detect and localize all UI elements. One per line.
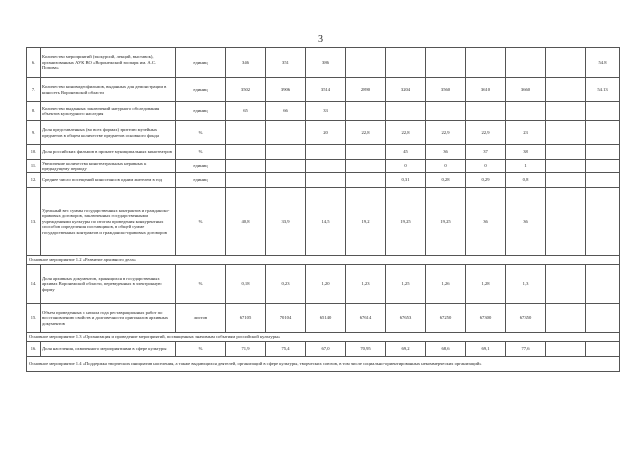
section-row bbox=[27, 333, 620, 342]
indicator-name: Среднее число посещений киносеансов одним жителем в год bbox=[41, 173, 176, 188]
unit-cell: единиц bbox=[176, 102, 226, 121]
value-cell: 3204 bbox=[386, 78, 426, 102]
value-cell: 1,20 bbox=[306, 265, 346, 304]
indicator-name: Увеличение количества кинотеатральных неравных к предыдущему периоду bbox=[41, 160, 176, 173]
value-cell bbox=[266, 145, 306, 160]
value-cell bbox=[306, 160, 346, 173]
value-cell: 1,26 bbox=[426, 265, 466, 304]
value-cell: 22,9 bbox=[466, 121, 506, 145]
value-cell: 36 bbox=[466, 188, 506, 256]
unit-cell: % bbox=[176, 145, 226, 160]
value-cell bbox=[426, 102, 466, 121]
row-number: 13. bbox=[27, 188, 41, 256]
value-cell: 3514 bbox=[306, 78, 346, 102]
value-cell bbox=[346, 160, 386, 173]
row-number: 15. bbox=[27, 304, 41, 333]
value-cell bbox=[506, 48, 546, 78]
value-cell: 0,18 bbox=[226, 265, 266, 304]
indicator-name: Объем проведенных с начала года реставрационных работ по восстановлению свойств и долговечности оригиналов архивных документов bbox=[41, 304, 176, 333]
last-value-cell bbox=[586, 265, 620, 304]
value-cell: 70,95 bbox=[346, 342, 386, 357]
value-cell bbox=[266, 121, 306, 145]
table-row bbox=[27, 78, 620, 102]
value-cell: 346 bbox=[226, 48, 266, 78]
value-cell bbox=[546, 145, 586, 160]
value-cell: 66 bbox=[266, 102, 306, 121]
indicator-name: Доля российских фильмов в прокате муниципальных кинотеатров bbox=[41, 145, 176, 160]
value-cell: 0 bbox=[466, 160, 506, 173]
value-cell: 37 bbox=[466, 145, 506, 160]
value-cell bbox=[546, 265, 586, 304]
last-value-cell bbox=[586, 121, 620, 145]
value-cell bbox=[546, 78, 586, 102]
section-title: Основное мероприятие 1.3 «Организация и проведение мероприятий, посвященных значимым событиям российской культуры» bbox=[27, 333, 620, 342]
indicator-name: Количество киновидеофильмов, выданных для демонстрации в киносеть Воронежской области bbox=[41, 78, 176, 102]
value-cell bbox=[306, 145, 346, 160]
value-cell: 77,6 bbox=[506, 342, 546, 357]
table-row bbox=[27, 121, 620, 145]
value-cell: 3660 bbox=[506, 78, 546, 102]
section-row bbox=[27, 256, 620, 265]
value-cell: 19,25 bbox=[386, 188, 426, 256]
value-cell: 67,0 bbox=[306, 342, 346, 357]
value-cell: 65 bbox=[226, 102, 266, 121]
unit-cell: % bbox=[176, 121, 226, 145]
section-title: Основное мероприятие 1.2 «Развитие архивного дела» bbox=[27, 256, 620, 265]
value-cell: 3560 bbox=[426, 78, 466, 102]
table-row bbox=[27, 188, 620, 256]
value-cell: 0,23 bbox=[266, 265, 306, 304]
value-cell bbox=[546, 188, 586, 256]
value-cell bbox=[466, 102, 506, 121]
last-value-cell bbox=[586, 304, 620, 333]
value-cell: 1,25 bbox=[386, 265, 426, 304]
row-number: 8. bbox=[27, 102, 41, 121]
unit-cell: единиц bbox=[176, 78, 226, 102]
row-number: 16. bbox=[27, 342, 41, 357]
value-cell: 23 bbox=[506, 121, 546, 145]
value-cell bbox=[546, 342, 586, 357]
value-cell bbox=[346, 145, 386, 160]
value-cell: 33 bbox=[306, 102, 346, 121]
value-cell: 386 bbox=[306, 48, 346, 78]
value-cell bbox=[266, 160, 306, 173]
value-cell: 351 bbox=[266, 48, 306, 78]
value-cell bbox=[306, 173, 346, 188]
table-row bbox=[27, 265, 620, 304]
value-cell: 0 bbox=[426, 160, 466, 173]
indicator-name: Доля архивных документов, хранящихся в государственных архивах Воронежской области, переведенных в электронную форму bbox=[41, 265, 176, 304]
value-cell bbox=[386, 48, 426, 78]
unit-cell: единиц bbox=[176, 173, 226, 188]
table-row bbox=[27, 102, 620, 121]
value-cell: 1,3 bbox=[506, 265, 546, 304]
value-cell: 0 bbox=[386, 160, 426, 173]
value-cell: 36 bbox=[506, 188, 546, 256]
row-number: 10. bbox=[27, 145, 41, 160]
section-row bbox=[27, 357, 620, 372]
last-value-cell: 54.13 bbox=[586, 78, 620, 102]
value-cell: 22,8 bbox=[386, 121, 426, 145]
unit-cell: % bbox=[176, 342, 226, 357]
value-cell bbox=[546, 304, 586, 333]
value-cell bbox=[346, 48, 386, 78]
row-number: 6. bbox=[27, 48, 41, 78]
value-cell: 1,28 bbox=[466, 265, 506, 304]
value-cell: 67653 bbox=[386, 304, 426, 333]
value-cell: 67250 bbox=[426, 304, 466, 333]
value-cell: 0,29 bbox=[466, 173, 506, 188]
indicator-name: Доля представленных (во всех формах) зрителю музейных предметов в общем количестве предметов основного фонда bbox=[41, 121, 176, 145]
page-number: 3 bbox=[318, 34, 323, 45]
value-cell bbox=[546, 160, 586, 173]
value-cell bbox=[426, 48, 466, 78]
indicator-name: Количество мероприятий (экскурсий, лекций, выставок), организованных АУК ВО «Воронежский зоопарк им. А.С. Попова» bbox=[41, 48, 176, 78]
table-row bbox=[27, 173, 620, 188]
value-cell bbox=[226, 173, 266, 188]
value-cell bbox=[346, 102, 386, 121]
value-cell: 69,1 bbox=[466, 342, 506, 357]
last-value-cell: 54.8 bbox=[586, 48, 620, 78]
value-cell bbox=[226, 121, 266, 145]
table-row bbox=[27, 160, 620, 173]
last-value-cell bbox=[586, 173, 620, 188]
value-cell: 19,2 bbox=[346, 188, 386, 256]
table-row bbox=[27, 304, 620, 333]
unit-cell: единиц bbox=[176, 160, 226, 173]
last-value-cell bbox=[586, 188, 620, 256]
last-value-cell bbox=[586, 342, 620, 357]
table-row bbox=[27, 48, 620, 78]
value-cell: 71,9 bbox=[226, 342, 266, 357]
value-cell: 3610 bbox=[466, 78, 506, 102]
value-cell: 69,2 bbox=[386, 342, 426, 357]
unit-cell: листов bbox=[176, 304, 226, 333]
value-cell: 68,6 bbox=[426, 342, 466, 357]
value-cell bbox=[546, 48, 586, 78]
last-value-cell bbox=[586, 102, 620, 121]
value-cell: 40,8 bbox=[226, 188, 266, 256]
value-cell: 3906 bbox=[266, 78, 306, 102]
unit-cell: % bbox=[176, 265, 226, 304]
value-cell: 38 bbox=[506, 145, 546, 160]
value-cell: 75,4 bbox=[266, 342, 306, 357]
value-cell bbox=[346, 173, 386, 188]
value-cell bbox=[546, 121, 586, 145]
last-value-cell bbox=[586, 145, 620, 160]
value-cell bbox=[226, 145, 266, 160]
last-value-cell bbox=[586, 160, 620, 173]
value-cell: 0,31 bbox=[386, 173, 426, 188]
value-cell bbox=[506, 102, 546, 121]
section-title: Основное мероприятие 1.4 «Поддержка творческих инициатив населения, а также выдающихся деятелей, организаций в сфере культуры, творческих союзов, в том числе социально-ориентированных некоммерческих организаций» bbox=[27, 357, 620, 372]
value-cell: 67350 bbox=[506, 304, 546, 333]
row-number: 14. bbox=[27, 265, 41, 304]
row-number: 7. bbox=[27, 78, 41, 102]
value-cell bbox=[546, 102, 586, 121]
value-cell: 67105 bbox=[226, 304, 266, 333]
unit-cell: единиц bbox=[176, 48, 226, 78]
table-row bbox=[27, 145, 620, 160]
value-cell: 67300 bbox=[466, 304, 506, 333]
value-cell bbox=[266, 173, 306, 188]
value-cell: 65140 bbox=[306, 304, 346, 333]
value-cell: 3502 bbox=[226, 78, 266, 102]
value-cell: 1,23 bbox=[346, 265, 386, 304]
value-cell: 67614 bbox=[346, 304, 386, 333]
value-cell: 22,8 bbox=[346, 121, 386, 145]
value-cell: 45 bbox=[386, 145, 426, 160]
value-cell: 0,8 bbox=[506, 173, 546, 188]
row-number: 12. bbox=[27, 173, 41, 188]
value-cell: 70104 bbox=[266, 304, 306, 333]
value-cell: 36 bbox=[426, 145, 466, 160]
value-cell bbox=[226, 160, 266, 173]
value-cell bbox=[386, 102, 426, 121]
value-cell: 14,5 bbox=[306, 188, 346, 256]
value-cell: 22,9 bbox=[426, 121, 466, 145]
value-cell: 0,28 bbox=[426, 173, 466, 188]
indicators-table bbox=[26, 47, 620, 372]
value-cell: 33,9 bbox=[266, 188, 306, 256]
indicator-name: Количество выданных заключений натурного обследования объектов культурного наследия bbox=[41, 102, 176, 121]
row-number: 11. bbox=[27, 160, 41, 173]
value-cell: 1 bbox=[506, 160, 546, 173]
value-cell bbox=[546, 173, 586, 188]
indicator-name: Доля населения, охваченного мероприятиями в сфере культуры bbox=[41, 342, 176, 357]
indicator-name: Удельный вес суммы государственных контрактов и гражданско-правовых договоров, заключенных государственными учреждениями культуры по итогам проведения конкурентных способов определения поставщиков, в общей сумме государственных контрактов и гражданско-правовых договоров bbox=[41, 188, 176, 256]
table-body bbox=[27, 48, 620, 372]
value-cell: 19,25 bbox=[426, 188, 466, 256]
row-number: 9. bbox=[27, 121, 41, 145]
unit-cell: % bbox=[176, 188, 226, 256]
value-cell: 2890 bbox=[346, 78, 386, 102]
value-cell: 20 bbox=[306, 121, 346, 145]
value-cell bbox=[466, 48, 506, 78]
table-row bbox=[27, 342, 620, 357]
